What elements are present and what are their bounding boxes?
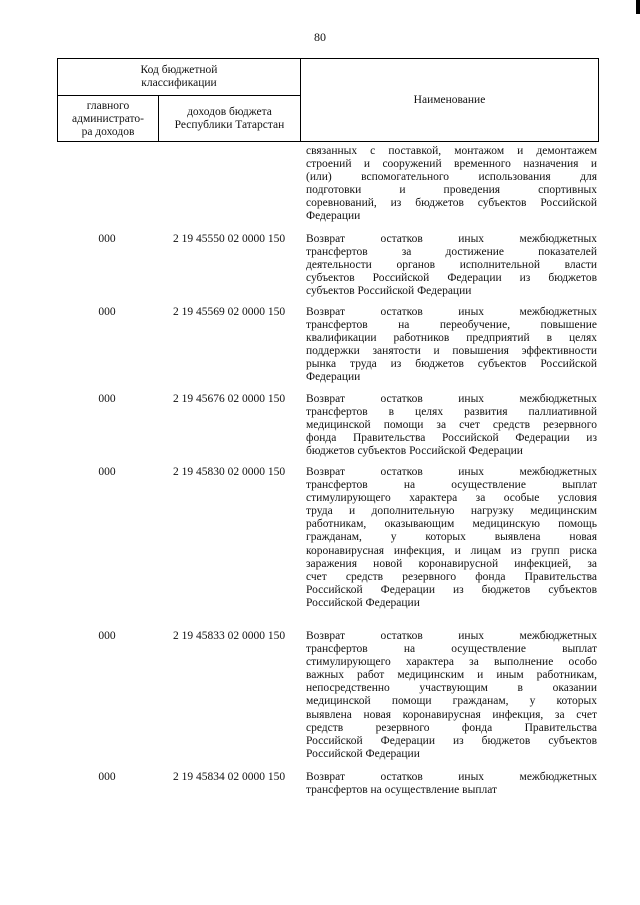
row-name-line: труда и дополнительную нагрузку медицинским — [306, 505, 597, 518]
row-name-line: (или) вспомогательного использования для — [306, 171, 597, 184]
row-name-line: трансфертов в целях развития паллиативной — [306, 406, 597, 419]
header-code-group — [58, 59, 300, 95]
row-name — [306, 306, 597, 385]
row-name — [306, 771, 597, 797]
row-admin-code: 000 — [98, 233, 116, 245]
row-admin-code: 000 — [98, 466, 116, 478]
row-name-line: строений и сооружений временного назначения и — [306, 158, 597, 171]
row-name-line: бюджетов субъектов Российской Федерации — [306, 445, 523, 458]
row-name-line: деятельности органов исполнительной власти — [306, 259, 597, 272]
row-name-line: Возврат остатков иных межбюджетных — [306, 630, 597, 642]
row-name-line: стимулирующего характера за выполнение особо — [306, 656, 597, 669]
row-name-line: субъектов Российской Федерации из бюджетов — [306, 272, 597, 285]
row-name-line: медицинской помощи гражданам, у которых — [306, 695, 597, 708]
row-name — [306, 466, 597, 610]
row-budget-code: 2 19 45830 02 0000 150 — [172, 466, 286, 478]
row-name-line: Федерации — [306, 371, 361, 384]
row-name-line: рынка труда из бюджетов субъектов Российской — [306, 358, 597, 371]
row-name-line: трансфертов на переобучение, повышение — [306, 319, 597, 332]
header-admin-line-3: ра доходов — [81, 125, 135, 138]
row-admin-code: 000 — [98, 306, 116, 318]
row-name-line: медицинской помощи за счет средств резервного — [306, 419, 597, 432]
header-name-column: Наименование — [413, 93, 486, 106]
row-budget-code: 2 19 45569 02 0000 150 — [172, 306, 286, 318]
row-admin-code: 000 — [98, 630, 116, 642]
row-name — [306, 393, 597, 458]
row-name-line: важных работ медицинским и иным работникам, — [306, 669, 597, 682]
row-name-line: фонда Правительства Российской Федерации из — [306, 432, 597, 445]
row-name-line: коронавирусная инфекция, и лицам из групп риска — [306, 544, 597, 557]
row-name-line: подготовки и проведения спортивных — [306, 184, 597, 197]
row-name-line: Возврат остатков иных межбюджетных — [306, 466, 597, 478]
header-revenue-line-1: доходов бюджета — [187, 106, 272, 118]
row-name-line: соревнований, из бюджетов субъектов Российской — [306, 197, 597, 210]
row-name-line: Возврат остатков иных межбюджетных — [306, 771, 597, 783]
row-name — [306, 145, 597, 224]
row-name — [306, 233, 597, 298]
row-name-line: выявлена новая коронавирусная инфекция, за счет — [306, 708, 597, 721]
scan-corner-mark — [636, 0, 640, 14]
row-budget-code: 2 19 45833 02 0000 150 — [172, 630, 286, 642]
row-name-line: связанных с поставкой, монтажом и демонтажем — [306, 145, 597, 157]
page-number: 80 — [314, 30, 326, 44]
row-admin-code: 000 — [98, 771, 116, 783]
table-header — [57, 58, 599, 142]
row-name-line: заражения новой коронавирусной инфекцией, за — [306, 557, 597, 570]
row-budget-code: 2 19 45550 02 0000 150 — [172, 233, 286, 245]
row-name-line: непосредственно участвующим в оказании — [306, 682, 597, 695]
row-name-line: Российской Федерации — [306, 747, 420, 760]
row-admin-code: 000 — [98, 393, 116, 405]
header-admin-line-2: администрато- — [72, 112, 144, 125]
header-revenue-line-2: Республики Татарстан — [174, 119, 285, 131]
row-name-line: поддержки занятости и повышения эффективности — [306, 345, 597, 358]
row-name-line: трансфертов на осуществление выплат — [306, 643, 597, 656]
row-name-line: квалификации работников предприятий в целях — [306, 332, 597, 345]
row-name-line: Возврат остатков иных межбюджетных — [306, 393, 597, 405]
row-budget-code: 2 19 45676 02 0000 150 — [172, 393, 286, 405]
row-name-line: Возврат остатков иных межбюджетных — [306, 306, 597, 318]
header-code-group-line-2: классификации — [141, 77, 217, 89]
row-name-line: Российской Федерации — [306, 596, 420, 609]
row-name-line: Российской Федерации из бюджетов субъектов — [306, 583, 597, 596]
header-admin-line-1: главного — [86, 99, 130, 112]
row-name-line: средств резервного фонда Правительства — [306, 721, 597, 734]
row-name — [306, 630, 597, 761]
row-name-line: стимулирующего характера за особые условия — [306, 492, 597, 505]
row-name-line: Возврат остатков иных межбюджетных — [306, 233, 597, 245]
row-name-line: трансфертов на осуществление выплат — [306, 784, 498, 797]
row-name-line: субъектов Российской Федерации — [306, 285, 472, 298]
row-budget-code: 2 19 45834 02 0000 150 — [172, 771, 286, 783]
row-name-line: счет средств резервного фонда Правительства — [306, 570, 597, 583]
row-name-line: работникам, оказывающим медицинскую помощь — [306, 518, 597, 531]
row-name-line: Федерации — [306, 210, 361, 223]
row-name-line: гражданам, у которых выявлена новая — [306, 531, 597, 544]
row-name-line: Российской Федерации из бюджетов субъектов — [306, 734, 597, 747]
row-name-line: трансфертов за достижение показателей — [306, 246, 597, 259]
header-admin-column — [58, 96, 158, 142]
header-revenue-column — [159, 96, 300, 142]
header-code-group-line-1: Код бюджетной — [140, 64, 218, 76]
row-name-line: трансфертов на осуществление выплат — [306, 479, 597, 492]
